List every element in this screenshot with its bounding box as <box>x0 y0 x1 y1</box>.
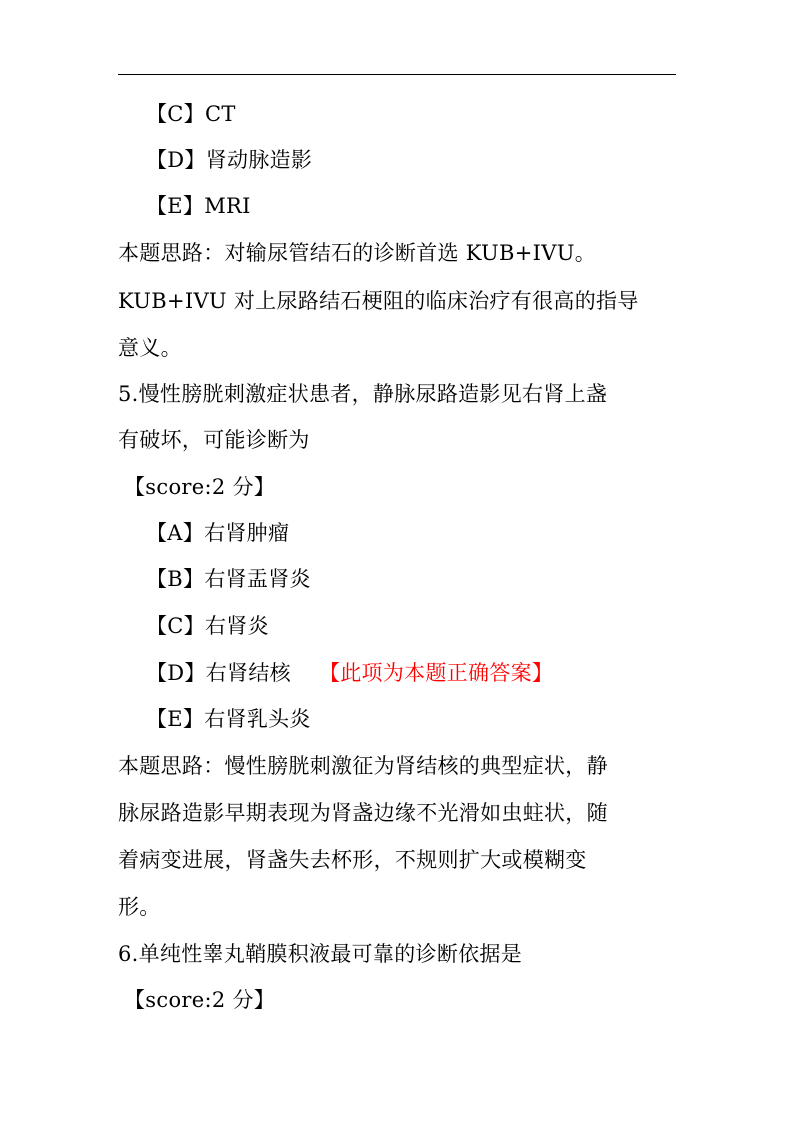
question-5-line-1: 5.慢性膀胱刺激症状患者，静脉尿路造影见右肾上盏 <box>118 382 608 406</box>
option-d-q4: 【D】肾动脉造影 <box>146 148 313 172</box>
option-e-q4: 【E】MRI <box>146 194 251 218</box>
score-q5: 【score:2 分】 <box>124 475 276 499</box>
explanation-q4-line-2: KUB+IVU 对上尿路结石梗阻的临床治疗有很高的指导 <box>118 289 639 313</box>
option-b-q5: 【B】右肾盂肾炎 <box>146 567 311 591</box>
explanation-q5-line-2: 脉尿路造影早期表现为肾盏边缘不光滑如虫蛀状，随 <box>118 801 608 825</box>
option-d-q5: 【D】右肾结核 <box>146 661 291 685</box>
correct-answer-marker: 【此项为本题正确答案】 <box>318 661 554 685</box>
explanation-q5-line-3: 着病变进展，肾盏失去杯形，不规则扩大或模糊变 <box>118 848 587 872</box>
explanation-q4-line-1: 本题思路：对输尿管结石的诊断首选 KUB+IVU。 <box>118 241 596 265</box>
option-e-q5: 【E】右肾乳头炎 <box>146 707 311 731</box>
explanation-q4-line-3: 意义。 <box>118 336 182 360</box>
explanation-q5-line-1: 本题思路：慢性膀胱刺激征为肾结核的典型症状，静 <box>118 754 608 778</box>
option-c-q4: 【C】CT <box>146 102 236 126</box>
question-5-line-2: 有破坏，可能诊断为 <box>118 428 310 452</box>
explanation-q5-line-4: 形。 <box>118 895 161 919</box>
score-q6: 【score:2 分】 <box>124 988 276 1012</box>
option-d-q5-row <box>146 658 553 688</box>
option-c-q5: 【C】右肾炎 <box>146 614 269 638</box>
header-rule <box>118 74 676 75</box>
option-a-q5: 【A】右肾肿瘤 <box>146 521 290 545</box>
question-6: 6.单纯性睾丸鞘膜积液最可靠的诊断依据是 <box>118 942 523 966</box>
